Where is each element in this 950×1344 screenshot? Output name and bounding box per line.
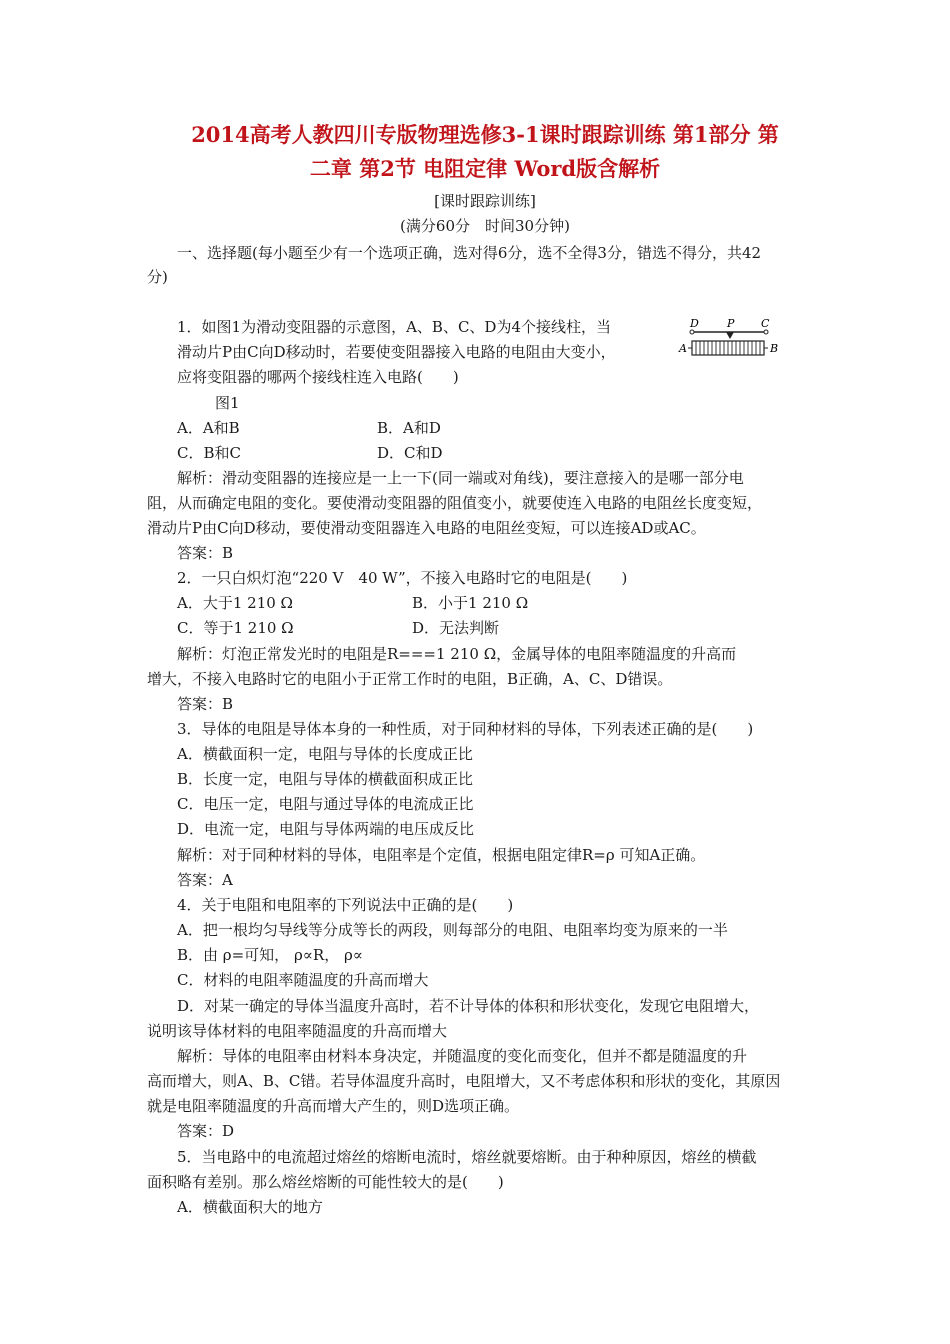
label-b: B bbox=[770, 342, 779, 355]
q1-explanation-2: 阻，从而确定电阻的变化。要使滑动变阻器的阻值变小，就要使连入电路的电阻丝长度变短， bbox=[147, 494, 763, 512]
q4-explanation-2: 高而增大，则A、B、C错。若导体温度升高时，电阻增大，又不考虑体积和形状的变化，其原因 bbox=[147, 1072, 781, 1090]
q4-explanation-3: 就是电阻率随温度的升高而增大产生的，则D选项正确。 bbox=[147, 1097, 520, 1115]
q5-line-2: 面积略有差别。那么熔丝熔断的可能性较大的是( ) bbox=[147, 1173, 504, 1191]
q3-option-a: A．横截面积一定，电阻与导体的长度成正比 bbox=[177, 745, 473, 763]
q1-option-a: A．A和B bbox=[177, 419, 240, 437]
q1-explanation-3: 滑动片P由C向D移动，要使滑动变阻器连入电路的电阻丝变短，可以连接AD或AC。 bbox=[147, 519, 706, 537]
q4-option-d-line-1: D．对某一确定的导体当温度升高时，若不计导体的体积和形状变化，发现它电阻增大， bbox=[177, 997, 760, 1015]
q4-explanation-1: 解析：导体的电阻率由材料本身决定，并随温度的变化而变化，但并不都是随温度的升 bbox=[177, 1047, 748, 1065]
q4-option-d-line-2: 说明该导体材料的电阻率随温度的升高而增大 bbox=[147, 1022, 448, 1040]
subtitle: [课时跟踪训练] bbox=[434, 192, 536, 210]
q3-option-d: D．电流一定，电阻与导体两端的电压成反比 bbox=[177, 820, 475, 838]
rheostat-diagram bbox=[678, 312, 788, 368]
title-line-1: 2014高考人教四川专版物理选修3-1课时跟踪训练 第1部分 第 bbox=[191, 122, 779, 147]
q2-answer: 答案：B bbox=[177, 695, 234, 713]
label-d: D bbox=[690, 317, 699, 330]
score-time: (满分60分 时间30分钟) bbox=[400, 217, 570, 235]
slider-p bbox=[726, 332, 734, 339]
label-c: C bbox=[761, 317, 770, 330]
q5-option-a: A．横截面积大的地方 bbox=[177, 1198, 323, 1216]
q2-stem: 2．一只白炽灯泡“220 V 40 W”，不接入电路时它的电阻是( ) bbox=[177, 569, 628, 587]
q2-option-d: D．无法判断 bbox=[412, 619, 500, 637]
label-a: A bbox=[679, 342, 687, 355]
q2-option-c: C．等于1 210 Ω bbox=[177, 619, 294, 637]
label-p: P bbox=[727, 317, 735, 330]
q1-line-2: 滑动片P由C向D移动时，若要使变阻器接入电路的电阻由大变小， bbox=[177, 343, 616, 361]
q1-line-1: 1．如图1为滑动变阻器的示意图，A、B、C、D为4个接线柱，当 bbox=[177, 318, 611, 336]
document-title bbox=[140, 118, 830, 186]
q1-option-b: B．A和D bbox=[377, 419, 441, 437]
q2-option-a: A．大于1 210 Ω bbox=[177, 594, 293, 612]
q3-stem: 3．导体的电阻是导体本身的一种性质，对于同种材料的导体，下列表述正确的是( ) bbox=[177, 720, 754, 738]
q2-explanation-1: 解析：灯泡正常发光时的电阻是R===1 210 Ω，金属导体的电阻率随温度的升高而 bbox=[177, 645, 737, 663]
q3-option-b: B．长度一定，电阻与导体的横截面积成正比 bbox=[177, 770, 474, 788]
q5-line-1: 5．当电路中的电流超过熔丝的熔断电流时，熔丝就要熔断。由于种种原因，熔丝的横截 bbox=[177, 1148, 757, 1166]
q1-answer: 答案：B bbox=[177, 544, 234, 562]
section-heading-line-2: 分) bbox=[147, 268, 168, 286]
q4-stem: 4．关于电阻和电阻率的下列说法中正确的是( ) bbox=[177, 896, 514, 914]
q4-option-c: C．材料的电阻率随温度的升高而增大 bbox=[177, 971, 429, 989]
q3-answer: 答案：A bbox=[177, 871, 233, 889]
q4-option-b: B．由 ρ=可知， ρ∝R， ρ∝ bbox=[177, 946, 363, 964]
q1-option-d: D．C和D bbox=[377, 444, 443, 462]
title-line-2: 二章 第2节 电阻定律 Word版含解析 bbox=[309, 156, 661, 181]
q3-option-c: C．电压一定，电阻与通过导体的电流成正比 bbox=[177, 795, 474, 813]
q2-explanation-2: 增大，不接入电路时它的电阻小于正常工作时的电阻，B正确，A、C、D错误。 bbox=[147, 670, 673, 688]
q1-option-c: C．B和C bbox=[177, 444, 241, 462]
q2-option-b: B．小于1 210 Ω bbox=[412, 594, 529, 612]
section-heading-line-1: 一、选择题(每小题至少有一个选项正确，选对得6分，选不全得3分，错选不得分，共42 bbox=[177, 244, 762, 262]
figure-1-caption: 图1 bbox=[215, 394, 240, 412]
q4-answer: 答案：D bbox=[177, 1122, 235, 1140]
q4-option-a: A．把一根均匀导线等分成等长的两段，则每部分的电阻、电阻率均变为原来的一半 bbox=[177, 921, 728, 939]
q3-explanation: 解析：对于同种材料的导体，电阻率是个定值，根据电阻定律R=ρ 可知A正确。 bbox=[177, 846, 706, 864]
q1-explanation-1: 解析：滑动变阻器的连接应是一上一下(同一端或对角线)，要注意接入的是哪一部分电 bbox=[177, 469, 744, 487]
q1-line-3: 应将变阻器的哪两个接线柱连入电路( ) bbox=[177, 368, 459, 386]
